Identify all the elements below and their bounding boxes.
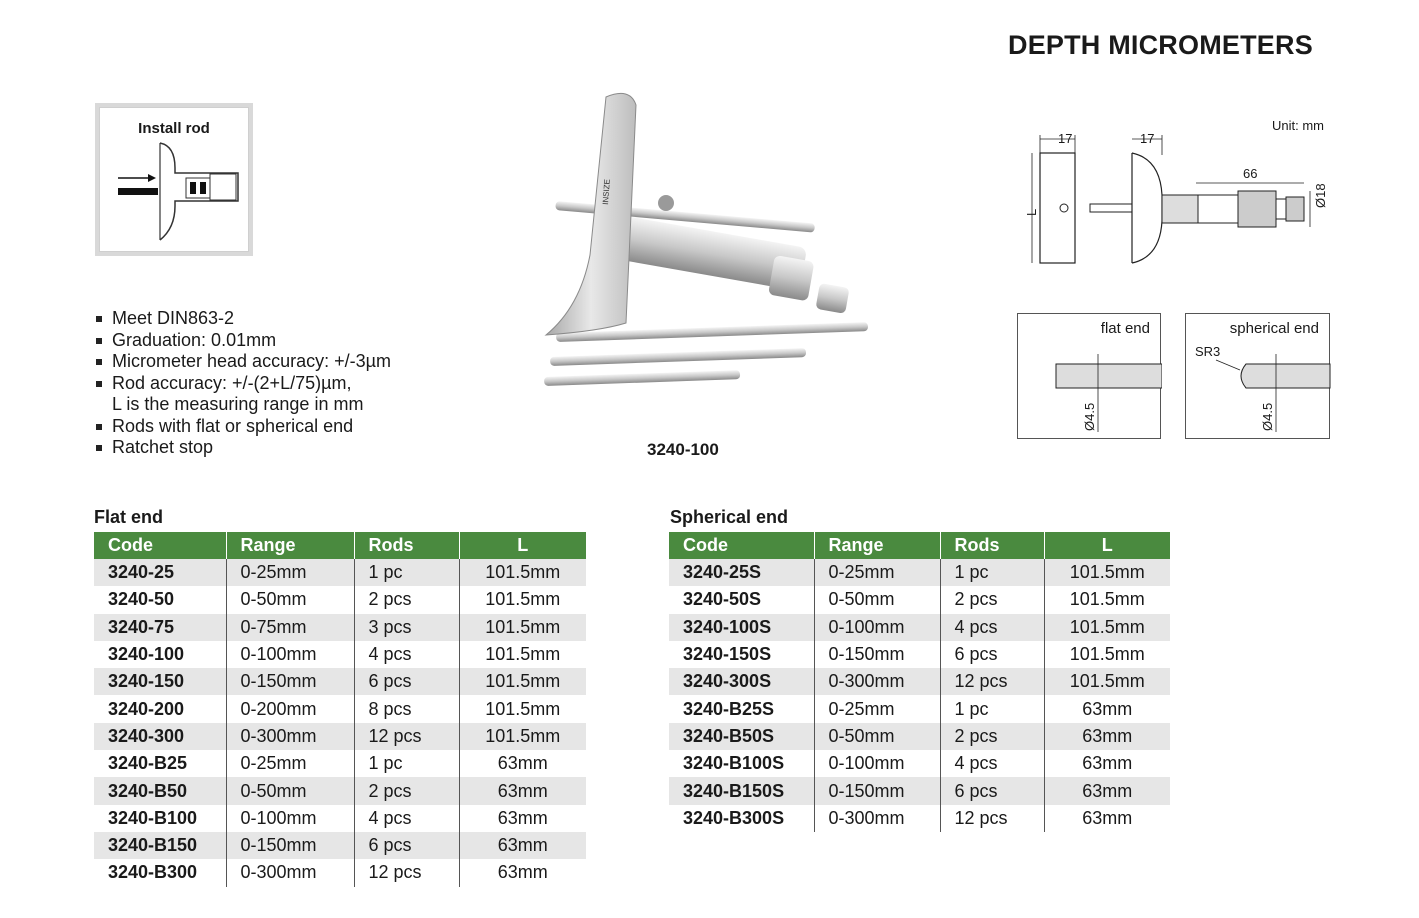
cell-rods: 3 pcs bbox=[354, 614, 459, 641]
cell-code: 3240-B150 bbox=[94, 832, 226, 859]
cell-range: 0-200mm bbox=[226, 695, 354, 722]
cell-range: 0-150mm bbox=[814, 641, 940, 668]
cell-code: 3240-50 bbox=[94, 586, 226, 613]
cell-code: 3240-B25 bbox=[94, 750, 226, 777]
cell-rods: 12 pcs bbox=[354, 859, 459, 886]
cell-code: 3240-150 bbox=[94, 668, 226, 695]
table-row bbox=[669, 805, 1170, 832]
cell-range: 0-50mm bbox=[814, 586, 940, 613]
cell-length: 101.5mm bbox=[459, 559, 586, 586]
install-rod-box bbox=[95, 103, 253, 256]
dim-length: 66 bbox=[1243, 166, 1258, 181]
table-row bbox=[94, 777, 586, 804]
spare-rods bbox=[544, 322, 868, 386]
cell-rods: 12 pcs bbox=[940, 668, 1044, 695]
cell-range: 0-300mm bbox=[226, 859, 354, 886]
table-row bbox=[94, 559, 586, 586]
feature-item: Micrometer head accuracy: +/-3µm bbox=[94, 351, 391, 373]
cell-length: 101.5mm bbox=[1044, 614, 1170, 641]
cell-code: 3240-B25S bbox=[669, 695, 814, 722]
unit-label: Unit: mm bbox=[1272, 118, 1324, 133]
col-header-code: Code bbox=[94, 532, 226, 559]
cell-length: 63mm bbox=[1044, 695, 1170, 722]
table-header-row bbox=[94, 532, 586, 559]
cell-code: 3240-300 bbox=[94, 723, 226, 750]
install-rod-diagram bbox=[100, 108, 250, 253]
cell-range: 0-50mm bbox=[226, 777, 354, 804]
cell-length: 101.5mm bbox=[1044, 559, 1170, 586]
cell-code: 3240-B100S bbox=[669, 750, 814, 777]
table-row bbox=[669, 750, 1170, 777]
cell-length: 101.5mm bbox=[1044, 641, 1170, 668]
cell-length: 101.5mm bbox=[459, 668, 586, 695]
cell-rods: 6 pcs bbox=[940, 777, 1044, 804]
cell-length: 63mm bbox=[459, 805, 586, 832]
cell-range: 0-25mm bbox=[814, 559, 940, 586]
cell-code: 3240-75 bbox=[94, 614, 226, 641]
cell-code: 3240-B100 bbox=[94, 805, 226, 832]
feature-list bbox=[94, 308, 391, 459]
cell-rods: 6 pcs bbox=[354, 668, 459, 695]
cell-rods: 12 pcs bbox=[940, 805, 1044, 832]
cell-code: 3240-B150S bbox=[669, 777, 814, 804]
table-row bbox=[94, 832, 586, 859]
spherical-rod-diameter: Ø4.5 bbox=[1260, 402, 1275, 431]
cell-code: 3240-B300S bbox=[669, 805, 814, 832]
cell-length: 63mm bbox=[1044, 723, 1170, 750]
cell-code: 3240-100 bbox=[94, 641, 226, 668]
cell-length: 101.5mm bbox=[459, 641, 586, 668]
cell-range: 0-100mm bbox=[226, 805, 354, 832]
cell-length: 101.5mm bbox=[459, 695, 586, 722]
cell-code: 3240-B50S bbox=[669, 723, 814, 750]
install-rod-label: Install rod bbox=[138, 120, 210, 137]
flat-rod-diameter: Ø4.5 bbox=[1082, 402, 1097, 431]
cell-code: 3240-25S bbox=[669, 559, 814, 586]
col-header-l: L bbox=[459, 532, 586, 559]
feature-item: Rods with flat or spherical end bbox=[94, 416, 391, 438]
cell-rods: 2 pcs bbox=[940, 586, 1044, 613]
cell-length: 63mm bbox=[1044, 805, 1170, 832]
table-row bbox=[94, 614, 586, 641]
cell-range: 0-100mm bbox=[814, 614, 940, 641]
cell-rods: 8 pcs bbox=[354, 695, 459, 722]
cell-rods: 6 pcs bbox=[354, 832, 459, 859]
cell-length: 101.5mm bbox=[459, 586, 586, 613]
brand-engraving: INSIZE bbox=[601, 178, 612, 206]
cell-range: 0-25mm bbox=[814, 695, 940, 722]
table-row bbox=[94, 586, 586, 613]
table-row bbox=[94, 805, 586, 832]
flat-end-label: flat end bbox=[1100, 320, 1150, 337]
table-header-row bbox=[669, 532, 1170, 559]
cell-range: 0-150mm bbox=[814, 777, 940, 804]
col-header-range: Range bbox=[814, 532, 940, 559]
col-header-rods: Rods bbox=[354, 532, 459, 559]
technical-drawing bbox=[1020, 125, 1340, 270]
table-row bbox=[669, 586, 1170, 613]
cell-range: 0-300mm bbox=[814, 805, 940, 832]
cell-rods: 1 pc bbox=[940, 559, 1044, 586]
cell-range: 0-150mm bbox=[226, 832, 354, 859]
dim-head-width: 17 bbox=[1140, 131, 1155, 146]
cell-length: 101.5mm bbox=[459, 614, 586, 641]
micrometer-base bbox=[546, 93, 636, 335]
install-rod-panel bbox=[99, 107, 249, 252]
cell-rods: 2 pcs bbox=[354, 586, 459, 613]
feature-item: Ratchet stop bbox=[94, 437, 391, 459]
cell-length: 63mm bbox=[1044, 777, 1170, 804]
cell-rods: 4 pcs bbox=[940, 614, 1044, 641]
dim-L: L bbox=[1024, 208, 1039, 216]
cell-code: 3240-150S bbox=[669, 641, 814, 668]
cell-length: 63mm bbox=[459, 859, 586, 886]
table-row bbox=[669, 723, 1170, 750]
table-row bbox=[669, 777, 1170, 804]
cell-range: 0-25mm bbox=[226, 559, 354, 586]
col-header-range: Range bbox=[226, 532, 354, 559]
cell-length: 101.5mm bbox=[1044, 668, 1170, 695]
feature-item-continuation: L is the measuring range in mm bbox=[112, 394, 364, 414]
table-row bbox=[94, 695, 586, 722]
table-row bbox=[94, 750, 586, 777]
cell-range: 0-50mm bbox=[226, 586, 354, 613]
table-row bbox=[94, 723, 586, 750]
spherical-end-title: Spherical end bbox=[670, 507, 789, 527]
cell-range: 0-75mm bbox=[226, 614, 354, 641]
cell-rods: 1 pc bbox=[354, 750, 459, 777]
cell-code: 3240-B50 bbox=[94, 777, 226, 804]
cell-rods: 6 pcs bbox=[940, 641, 1044, 668]
product-image bbox=[520, 85, 890, 395]
col-header-l: L bbox=[1044, 532, 1170, 559]
flat-end-table bbox=[94, 532, 586, 887]
cell-length: 101.5mm bbox=[1044, 586, 1170, 613]
cell-length: 101.5mm bbox=[459, 723, 586, 750]
cell-rods: 4 pcs bbox=[354, 641, 459, 668]
feature-item: Meet DIN863-2 bbox=[94, 308, 391, 330]
cell-range: 0-50mm bbox=[814, 723, 940, 750]
cell-code: 3240-25 bbox=[94, 559, 226, 586]
cell-range: 0-300mm bbox=[226, 723, 354, 750]
cell-length: 63mm bbox=[459, 750, 586, 777]
cell-rods: 1 pc bbox=[940, 695, 1044, 722]
col-header-code: Code bbox=[669, 532, 814, 559]
cell-length: 63mm bbox=[459, 832, 586, 859]
table-row bbox=[94, 859, 586, 886]
feature-item: Rod accuracy: +/-(2+L/75)µm, bbox=[94, 373, 391, 395]
col-header-rods: Rods bbox=[940, 532, 1044, 559]
cell-length: 63mm bbox=[459, 777, 586, 804]
sphere-radius: SR3 bbox=[1195, 344, 1221, 359]
cell-length: 63mm bbox=[1044, 750, 1170, 777]
product-caption: 3240-100 bbox=[647, 440, 719, 459]
cell-code: 3240-B300 bbox=[94, 859, 226, 886]
cell-rods: 2 pcs bbox=[940, 723, 1044, 750]
cell-rods: 4 pcs bbox=[940, 750, 1044, 777]
dim-base-width: 17 bbox=[1058, 131, 1073, 146]
cell-rods: 4 pcs bbox=[354, 805, 459, 832]
cell-code: 3240-50S bbox=[669, 586, 814, 613]
flat-end-box bbox=[1017, 313, 1161, 439]
spherical-table-body bbox=[669, 559, 1170, 832]
flat-end-title: Flat end bbox=[94, 507, 164, 527]
spherical-end-label: spherical end bbox=[1229, 320, 1319, 337]
cell-rods: 2 pcs bbox=[354, 777, 459, 804]
table-row bbox=[669, 614, 1170, 641]
feature-item: Graduation: 0.01mm bbox=[94, 330, 391, 352]
cell-range: 0-300mm bbox=[814, 668, 940, 695]
cell-range: 0-100mm bbox=[226, 641, 354, 668]
cell-code: 3240-200 bbox=[94, 695, 226, 722]
table-row bbox=[94, 668, 586, 695]
cell-range: 0-25mm bbox=[226, 750, 354, 777]
dim-diameter: Ø18 bbox=[1313, 183, 1328, 208]
cell-rods: 12 pcs bbox=[354, 723, 459, 750]
cell-range: 0-150mm bbox=[226, 668, 354, 695]
table-row bbox=[94, 641, 586, 668]
cell-code: 3240-300S bbox=[669, 668, 814, 695]
spherical-end-table bbox=[669, 532, 1170, 832]
cell-rods: 1 pc bbox=[354, 559, 459, 586]
page-title: DEPTH MICROMETERS bbox=[1008, 30, 1313, 60]
spherical-end-box bbox=[1185, 313, 1330, 439]
table-row bbox=[669, 559, 1170, 586]
table-row bbox=[669, 695, 1170, 722]
table-row bbox=[669, 641, 1170, 668]
cell-range: 0-100mm bbox=[814, 750, 940, 777]
flat-table-body bbox=[94, 559, 586, 887]
cell-code: 3240-100S bbox=[669, 614, 814, 641]
table-row bbox=[669, 668, 1170, 695]
